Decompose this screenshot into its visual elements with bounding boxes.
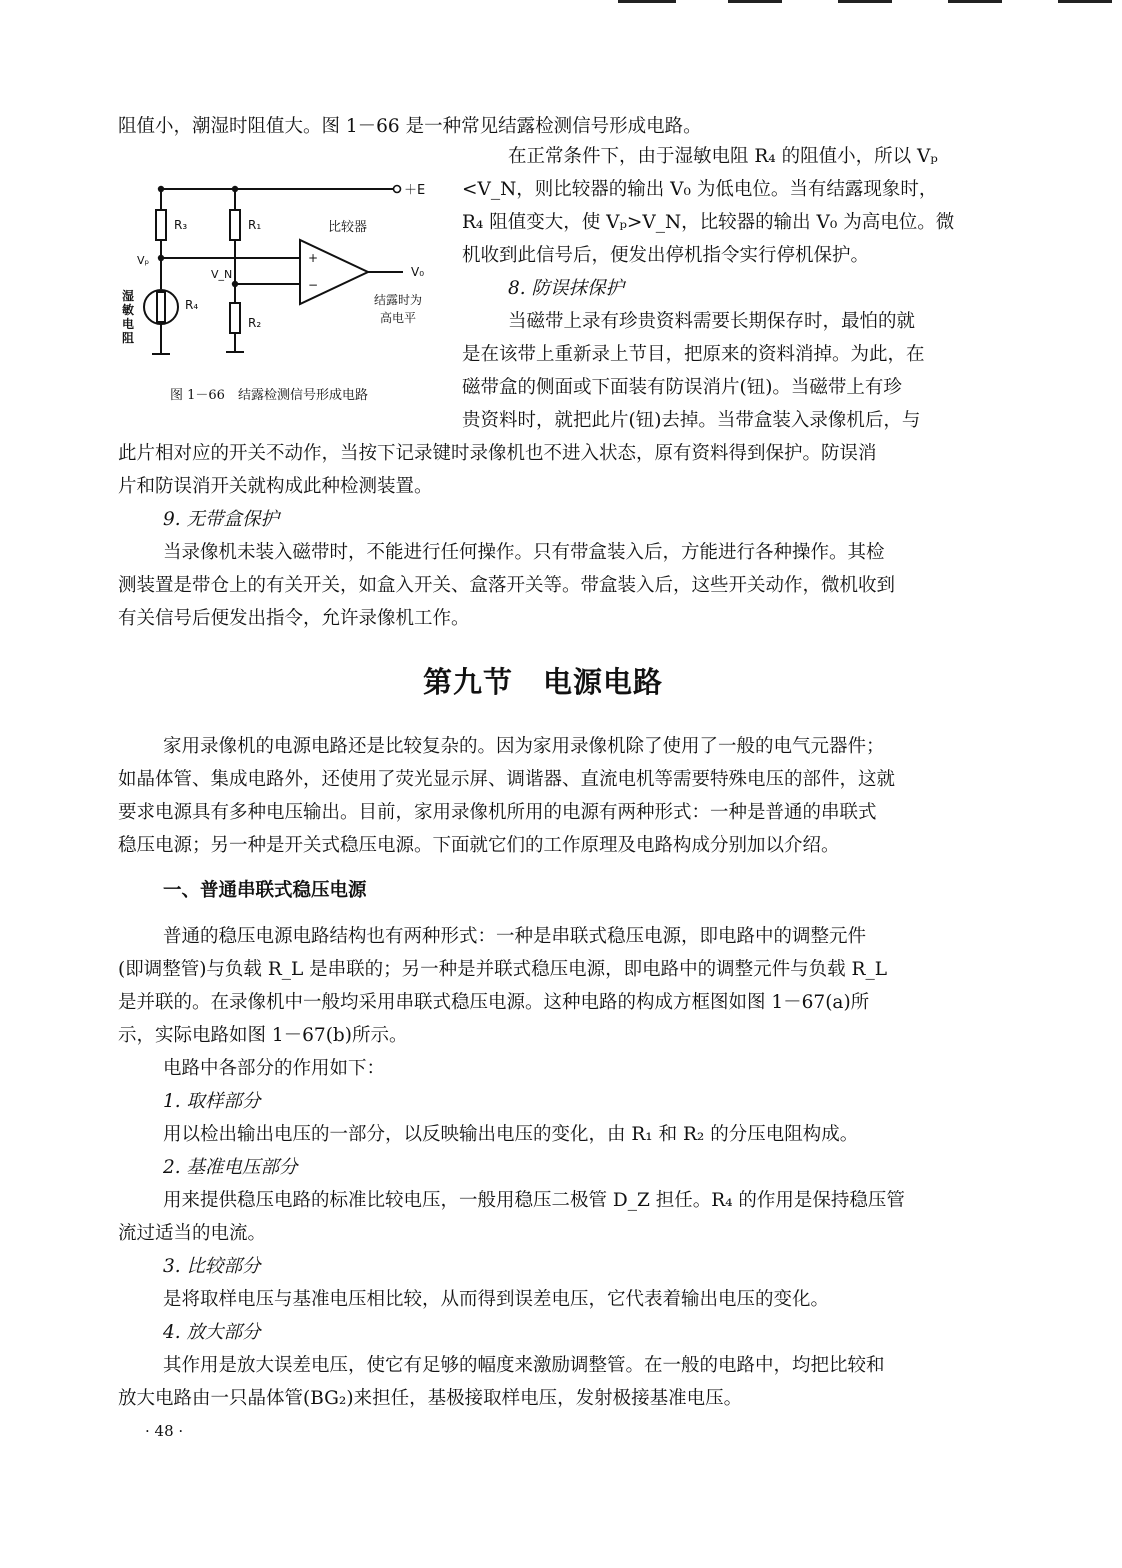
p3-line-1: 当录像机未装入磁带时，不能进行任何操作。只有带盒装入后，方能进行各种操作。其检 — [163, 542, 885, 563]
r2-label: R₂ — [248, 316, 262, 330]
top-rule-1 — [618, 0, 676, 3]
item2-text-2: 流过适当的电流。 — [118, 1223, 267, 1244]
p2-line-4: 贵资料时，就把此片(钮)去掉。当带盒装入录像机后，与 — [462, 410, 921, 431]
p1-line-1: 在正常条件下，由于湿敏电阻 R₄ 的阻值小，所以 Vₚ — [508, 146, 938, 167]
p6: 电路中各部分的作用如下： — [163, 1058, 386, 1079]
subsection-title: 一、普通串联式稳压电源 — [163, 880, 367, 901]
p4-line-2: 如晶体管、集成电路外，还使用了荧光显示屏、调谐器、直流电机等需要特殊电压的部件，这就 — [118, 769, 896, 790]
p5-line-1: 普通的稳压电源电路结构也有两种形式：一种是串联式稳压电源，即电路中的调整元件 — [163, 926, 867, 947]
p2-line-5: 此片相对应的开关不动作，当按下记录键时录像机也不进入状态，原有资料得到保护。防误消 — [118, 443, 877, 464]
p1-line-2: <V_N，则比较器的输出 V₀ 为低电位。当有结露现象时， — [462, 179, 938, 200]
p5-line-2: (即调整管)与负载 R_L 是串联的；另一种是并联式稳压电源，即电路中的调整元件与负载 R_L — [118, 959, 888, 980]
heading-9: 9. 无带盒保护 — [163, 509, 280, 530]
item4-title: 4. 放大部分 — [163, 1322, 261, 1343]
high-note-2: 高电平 — [380, 311, 417, 325]
humidity-label-2: 敏 — [122, 303, 135, 317]
item3-text: 是将取样电压与基准电压相比较，从而得到误差电压，它代表着输出电压的变化。 — [163, 1289, 830, 1310]
humidity-label-4: 阻 — [122, 331, 135, 345]
p2-line-3: 磁带盒的侧面或下面装有防误消片(钮)。当磁带上有珍 — [462, 377, 902, 398]
p4-line-1: 家用录像机的电源电路还是比较复杂的。因为家用录像机除了使用了一般的电气元器件； — [163, 736, 885, 757]
item1-text: 用以检出输出电压的一部分，以反映输出电压的变化，由 R₁ 和 R₂ 的分压电阻构成。 — [163, 1124, 859, 1145]
plus-sign: + — [308, 251, 319, 265]
figure-caption: 图 1－66 结露检测信号形成电路 — [170, 388, 368, 403]
vp-label: Vₚ — [137, 254, 150, 267]
item2-title: 2. 基准电压部分 — [163, 1157, 298, 1178]
r3-label: R₃ — [174, 218, 188, 232]
high-note-1: 结露时为 — [374, 293, 423, 307]
top-rule-2 — [728, 0, 782, 3]
r1-label: R₁ — [248, 218, 262, 232]
p2-line-6: 片和防误消开关就构成此种检测装置。 — [118, 476, 433, 497]
vn-label: V_N — [211, 268, 233, 281]
r4-label: R₄ — [185, 298, 199, 312]
comparator-label: 比较器 — [328, 220, 368, 235]
item3-title: 3. 比较部分 — [163, 1256, 261, 1277]
page-number: · 48 · — [145, 1422, 184, 1440]
p3-line-2: 测装置是带仓上的有关开关，如盒入开关、盒落开关等。带盒装入后，这些开关动作，微机收到 — [118, 575, 896, 596]
p1-line-4: 机收到此信号后，便发出停机指令实行停机保护。 — [462, 245, 870, 266]
p2-line-2: 是在该带上重新录上节目，把原来的资料消掉。为此，在 — [462, 344, 925, 365]
heading-8: 8. 防误抹保护 — [508, 278, 625, 299]
top-rule-4 — [948, 0, 1002, 3]
vo-label: V₀ — [411, 265, 425, 279]
paragraph-intro: 阻值小，潮湿时阻值大。图 1－66 是一种常见结露检测信号形成电路。 — [118, 116, 702, 137]
p5-line-4: 示，实际电路如图 1－67(b)所示。 — [118, 1025, 408, 1046]
item4-text-2: 放大电路由一只晶体管(BG₂)来担任，基极接取样电压，发射极接基准电压。 — [118, 1388, 743, 1409]
humidity-label-3: 电 — [122, 317, 135, 331]
p4-line-3: 要求电源具有多种电压输出。目前，家用录像机所用的电源有两种形式：一种是普通的串联式 — [118, 802, 877, 823]
item1-title: 1. 取样部分 — [163, 1091, 261, 1112]
top-rule-5 — [1058, 0, 1112, 3]
condensation-detection-circuit — [122, 172, 428, 362]
top-rule-3 — [838, 0, 892, 3]
p4-line-4: 稳压电源；另一种是开关式稳压电源。下面就它们的工作原理及电路构成分别加以介绍。 — [118, 835, 840, 856]
minus-sign: − — [308, 278, 319, 292]
section-title: 第九节 电源电路 — [423, 665, 664, 699]
p5-line-3: 是并联的。在录像机中一般均采用串联式稳压电源。这种电路的构成方框图如图 1－67(a)所 — [118, 992, 870, 1013]
supply-label: ＋E — [404, 183, 426, 198]
item4-text-1: 其作用是放大误差电压，使它有足够的幅度来激励调整管。在一般的电路中，均把比较和 — [163, 1355, 885, 1376]
item2-text-1: 用来提供稳压电路的标准比较电压，一般用稳压二极管 D_Z 担任。R₄ 的作用是保持稳压管 — [163, 1190, 905, 1211]
humidity-label-1: 湿 — [122, 289, 135, 303]
p3-line-3: 有关信号后便发出指令，允许录像机工作。 — [118, 608, 470, 629]
p1-line-3: R₄ 阻值变大，使 Vₚ>V_N，比较器的输出 V₀ 为高电位。微 — [462, 212, 955, 233]
p2-line-1: 当磁带上录有珍贵资料需要长期保存时，最怕的就 — [508, 311, 916, 332]
